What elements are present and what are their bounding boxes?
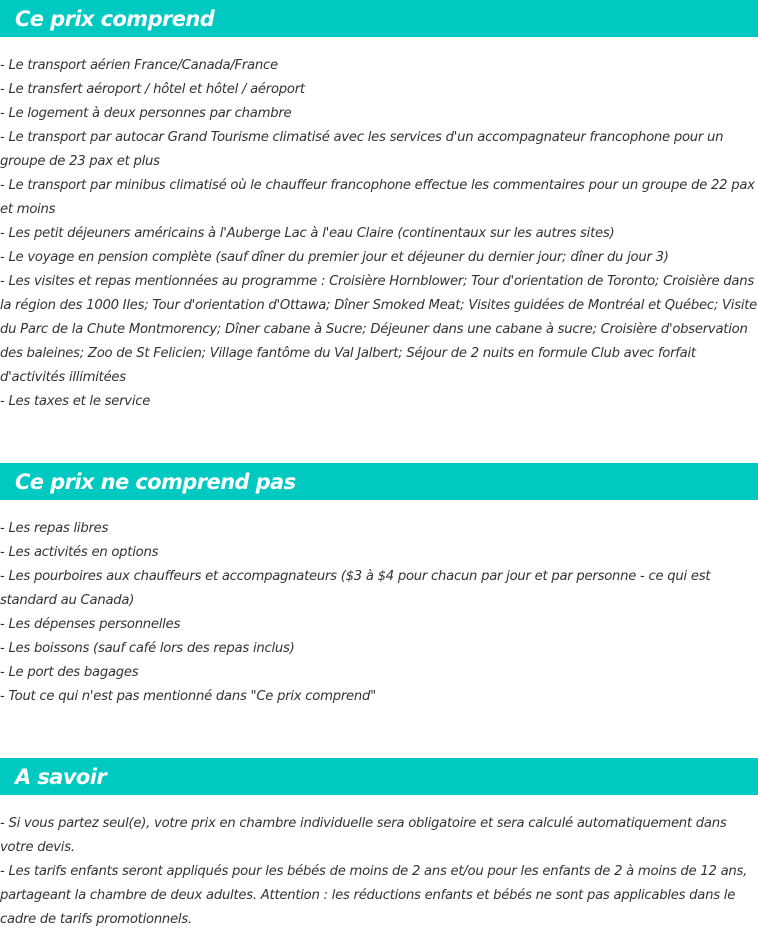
list-item: - Les boissons (sauf café lors des repas inclus) — [0, 641, 295, 656]
section-header — [0, 463, 758, 500]
list-item: - Les pourboires aux chauffeurs et accompagnateurs ($3 à $4 pour chacun par jour et par personne - ce qui est standard au Canada) — [0, 569, 711, 608]
list-item: - Le transport par autocar Grand Tourisme climatisé avec les services d'un accompagnateur francophone pour un groupe de 23 pax et plus — [0, 130, 724, 169]
section-body — [0, 500, 758, 709]
list-item: - Le voyage en pension complète (sauf dîner du premier jour et déjeuner du dernier jour; dîner du jour 3) — [0, 250, 669, 265]
section-title: Ce prix ne comprend pas — [15, 469, 296, 494]
list-item: - Les tarifs enfants seront appliqués pour les bébés de moins de 2 ans et/ou pour les enfants de 2 à moins de 12 ans, partageant la chambre de deux adultes. Attention : les réductions enfants et bébés ne sont pas applicables dans le cadre de tarifs promotionnels. — [0, 864, 748, 927]
section-a-savoir — [0, 758, 758, 932]
list-item: - Les visites et repas mentionnées au programme : Croisière Hornblower; Tour d'orientation de Toronto; Croisière dans la région des 1000 Iles; Tour d'orientation d'Ottawa; Dîner Smoked Meat; Visites guidées de Montréal et Québec; Visite du Parc de la Chute Montmorency; Dîner cabane à Sucre; Déjeuner dans une cabane à sucre; Croisière d'observation des baleines; Zoo de St Felicien; Village fantôme du Val Jalbert; Séjour de 2 nuits en formule Club avec forfait d'activités illimitées — [0, 274, 758, 385]
list-item: - Les petit déjeuners américains à l'Auberge Lac à l'eau Claire (continentaux sur les autres sites) — [0, 226, 615, 241]
list-item: - Le logement à deux personnes par chambre — [0, 106, 292, 121]
list-item: - Les dépenses personnelles — [0, 617, 181, 632]
section-title: Ce prix comprend — [15, 6, 215, 31]
list-item: - Les taxes et le service — [0, 394, 151, 409]
list-item: - Les activités en options — [0, 545, 159, 560]
list-item: - Si vous partez seul(e), votre prix en chambre individuelle sera obligatoire et sera calculé automatiquement dans votre devis. — [0, 816, 727, 855]
section-header — [0, 0, 758, 37]
list-item: - Le transport aérien France/Canada/France — [0, 58, 278, 73]
section-body — [0, 795, 758, 932]
section-body — [0, 37, 758, 414]
list-item: - Le transport par minibus climatisé où le chauffeur francophone effectue les commentaires pour un groupe de 22 pax et moins — [0, 178, 755, 217]
section-ce-prix-comprend — [0, 0, 758, 414]
section-ce-prix-ne-comprend-pas — [0, 463, 758, 709]
list-item: - Tout ce qui n'est pas mentionné dans "Ce prix comprend" — [0, 689, 376, 704]
section-title: A savoir — [15, 764, 107, 789]
section-header — [0, 758, 758, 795]
list-item: - Le transfert aéroport / hôtel et hôtel / aéroport — [0, 82, 305, 97]
list-item: - Le port des bagages — [0, 665, 139, 680]
list-item: - Les repas libres — [0, 521, 109, 536]
